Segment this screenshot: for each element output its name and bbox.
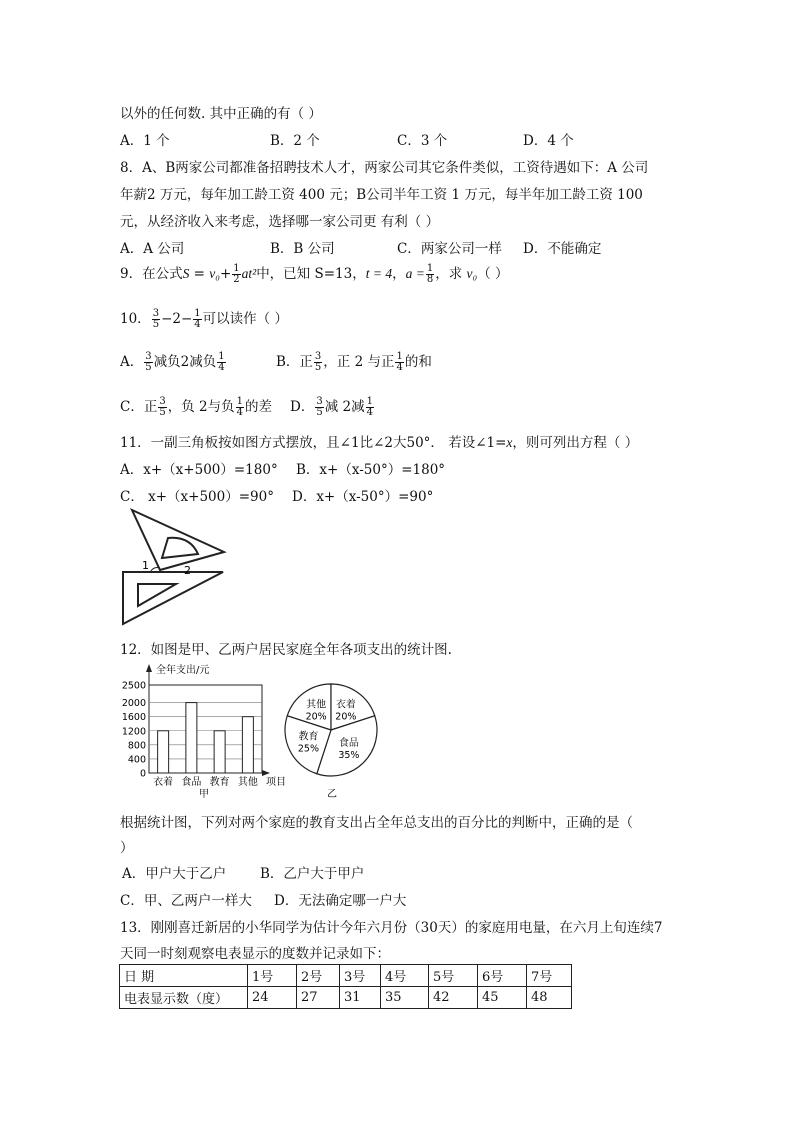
table-row: [120, 987, 572, 1009]
bar: [242, 717, 253, 773]
pie-slice-percent: 25%: [297, 743, 320, 755]
q10-b-frac1: [314, 352, 322, 373]
q10-a-d1: 5: [145, 362, 152, 373]
pie-slice-percent: 20%: [305, 711, 327, 723]
angle-2-label: 2: [184, 564, 191, 577]
pie-slice-name: 其他: [306, 699, 327, 711]
q10-d-frac1: [315, 397, 323, 418]
q9-a: a =: [405, 266, 425, 281]
q10-b-d2: 4: [396, 362, 403, 373]
q12-title: 12．如图是甲、乙两户居民家庭全年各项支出的统计图.: [120, 642, 452, 658]
q9-at2: at²: [241, 266, 257, 281]
upper-cutout: [162, 538, 198, 558]
q10-c-n2: 1: [236, 396, 243, 407]
bar: [158, 731, 169, 773]
q7-option-c: C．3 个: [397, 133, 448, 149]
pie-slice-percent: 35%: [338, 749, 360, 761]
angle-1-label: 1: [142, 559, 149, 572]
q7-option-b: B．2 个: [270, 133, 320, 149]
q10-d-d1: 5: [316, 407, 323, 418]
q13-line2: 天同一时刻观察电表显示的度数并记录如下：: [120, 946, 390, 962]
table-cell: 45: [478, 987, 527, 1009]
q10-f2d: 4: [194, 319, 201, 330]
pie-slice-name: 衣着: [335, 699, 356, 711]
bar-tick-label: 1200: [121, 726, 146, 738]
q7-option-a: A．1 个: [120, 133, 170, 149]
q10-option-a: [120, 350, 227, 373]
q12-question-line1: 根据统计图，下列对两个家庭的教育支出占全年总支出的百分比的判断中，正确的是（: [120, 815, 633, 831]
q12-question-line2: ）: [120, 840, 134, 856]
bar-ticks: [122, 681, 146, 780]
bar-tick-label: 0: [139, 768, 146, 780]
table-cell: 4号: [381, 965, 429, 987]
pie-slice-name: 食品: [338, 737, 359, 749]
q10-d-n2: 1: [366, 396, 373, 407]
q10-b-frac2: [395, 352, 403, 373]
triangle-figure: [120, 506, 230, 628]
bar-categories: [153, 775, 258, 788]
table-cell: 31: [340, 987, 381, 1009]
table-cell: 7号: [527, 965, 572, 987]
bar: [214, 731, 225, 773]
q9-mid: 中，已知 S=13，: [256, 266, 366, 282]
q8-line1: 8．A、B两家公司都准备招聘技术人才，两家公司其它条件类似，工资待遇如下：A 公司: [120, 160, 649, 176]
q9-formula-line: [120, 262, 509, 285]
q8-line2: 年薪2 万元，每年加工龄工资 400 元；B公司半年工资 1 万元，每半年加工龄工资 100: [120, 187, 643, 203]
q12-option-c: C．甲、乙两户一样大: [120, 893, 252, 909]
meter-table: [119, 964, 572, 1009]
q10-c-mid: ，负 2与负: [167, 399, 235, 415]
q10-d-n1: 3: [316, 396, 323, 407]
q9-prefix: 9．在公式: [120, 266, 183, 282]
q9-a-fraction: [426, 264, 434, 285]
q9-t: t = 4: [365, 266, 393, 281]
q9-num: 1: [233, 263, 240, 274]
table-cell: 35: [381, 987, 429, 1009]
bar-category-label: 教育: [209, 777, 230, 788]
q10-b-n2: 1: [396, 351, 403, 362]
q10-a-d2: 4: [218, 362, 225, 373]
q9-tail: （ ）: [477, 266, 509, 282]
q10-c-d2: 4: [236, 407, 243, 418]
pie-slice-name: 教育: [298, 731, 319, 743]
q10-a-mid: 减负2减负: [153, 354, 217, 370]
q10-option-c: [120, 395, 272, 418]
q8-option-c: C．两家公司一样: [397, 241, 502, 257]
q10-a-n2: 1: [218, 351, 225, 362]
bar-chart-jia: [118, 660, 293, 800]
bar-xlabel: 项目: [266, 777, 286, 788]
q10-minus: −2−: [161, 311, 193, 327]
q10-b-d1: 5: [314, 362, 322, 373]
pie-slices: [285, 684, 377, 776]
q11-x: x: [506, 435, 513, 450]
bar: [186, 703, 197, 773]
q10-f1d: 5: [152, 319, 160, 330]
q7-text: 以外的任何数. 其中正确的有（ ）: [120, 106, 322, 122]
q10-b-n1: 3: [314, 351, 322, 362]
q9-v0: v₀: [209, 266, 220, 281]
bar-tick-label: 1600: [121, 712, 146, 724]
q9-anum: 1: [426, 263, 434, 274]
q9-aden: 8: [426, 274, 434, 285]
table-cell: 6号: [478, 965, 527, 987]
table-cell: 2号: [297, 965, 340, 987]
bar-bars: [158, 703, 254, 773]
table-cell: 24: [248, 987, 297, 1009]
pie-chart-yi: [284, 660, 384, 800]
table-cell: 电表显示数（度）: [120, 987, 248, 1009]
q13-line1: 13．刚刚喜迁新居的小华同学为估计今年六月份（30天）的家庭用电量，在六月上旬连续7: [120, 920, 663, 936]
table-row: [120, 965, 572, 987]
table-cell: 42: [429, 987, 478, 1009]
q10-f2n: 1: [194, 308, 201, 319]
q11-option-b: B．x+（x-50°）=180°: [296, 462, 446, 478]
bar-y-arrow: [146, 664, 152, 672]
q9-eq: =: [189, 266, 210, 282]
bar-tick-label: 800: [127, 740, 146, 752]
q10-option-d: [290, 395, 375, 418]
bar-category-label: 其他: [237, 777, 258, 788]
table-cell: 5号: [429, 965, 478, 987]
q11-text-a: 11．一副三角板按如图方式摆放，且∠1比∠2大50°． 若设∠1=: [120, 435, 507, 451]
q10-c-tail: 的差: [244, 399, 272, 415]
table-cell: 1号: [248, 965, 297, 987]
q11-line: [120, 431, 638, 451]
q10-d-label: D．: [290, 399, 315, 415]
q10-c-frac2: [236, 397, 244, 418]
q12-option-d: D．无法确定哪一户大: [274, 893, 407, 909]
q7-option-d: D．4 个: [523, 133, 574, 149]
bar-category-label: 食品: [181, 777, 202, 788]
q10-frac1: [152, 309, 160, 330]
q10-c-d1: 5: [159, 407, 166, 418]
q10-b-label: B．正: [276, 354, 313, 370]
q11-option-a: A．x+（x+500）=180°: [120, 462, 278, 478]
table-cell: 日 期: [120, 965, 248, 987]
q9-ask: ，求: [435, 266, 467, 282]
lower-cutout: [138, 584, 176, 606]
q9-comma: ，: [392, 266, 406, 282]
q8-line3: 元，从经济收入来考虑，选择哪一家公司更 有利（ ）: [120, 214, 440, 230]
q10-f1n: 3: [152, 308, 160, 319]
q10-a-label: A．: [120, 354, 144, 370]
q8-option-d: D．不能确定: [523, 241, 602, 257]
q9-den: 2: [233, 274, 240, 285]
q10-prefix: 10．: [120, 311, 151, 327]
q10-a-frac1: [144, 352, 152, 373]
table-cell: 48: [527, 987, 572, 1009]
q10-tail: 可以读作（ ）: [202, 311, 288, 327]
bar-chart-label: 甲: [199, 789, 209, 800]
q9-s: S: [182, 266, 190, 281]
q8-option-a: A．A 公司: [120, 241, 185, 257]
bar-category-label: 衣着: [153, 777, 174, 788]
q10-d-frac2: [366, 397, 374, 418]
table-cell: 27: [297, 987, 340, 1009]
q11-text-b: ，则可列出方程（ ）: [512, 435, 639, 451]
pie-slice-percent: 20%: [335, 711, 357, 723]
q11-option-c: C． x+（x+500）=90°: [120, 489, 274, 505]
q10-a-n1: 3: [145, 351, 152, 362]
q10-d-d2: 4: [366, 407, 373, 418]
bar-tick-label: 2000: [121, 698, 146, 710]
q10-a-frac2: [217, 352, 225, 373]
q10-d-mid: 减 2减: [324, 399, 365, 415]
q9-half-fraction: [232, 264, 240, 285]
q9-plus: +: [219, 266, 232, 282]
bar-tick-label: 400: [127, 754, 146, 766]
q10-c-label: C．正: [120, 399, 158, 415]
table-cell: 3号: [340, 965, 381, 987]
q10-b-mid: ，正 2 与正: [323, 354, 395, 370]
bar-ylabel: 全年支出/元: [156, 665, 210, 676]
q10-c-n1: 3: [159, 396, 166, 407]
q11-option-d: D．x+（x-50°）=90°: [292, 489, 434, 505]
q8-option-b: B．B 公司: [270, 241, 335, 257]
q10-c-frac1: [158, 397, 166, 418]
pie-chart-label: 乙: [327, 789, 337, 800]
q10-line: [120, 307, 288, 330]
bar-x-arrow: [262, 770, 270, 776]
q10-frac2: [193, 309, 201, 330]
q10-b-tail: 的和: [404, 354, 432, 370]
q9-v0b: v₀: [466, 266, 478, 281]
q10-option-b: [276, 350, 432, 373]
bar-tick-label: 2500: [121, 680, 146, 692]
q12-option-b: B．乙户大于甲户: [260, 866, 365, 882]
q12-option-a: A．甲户大于乙户: [122, 866, 227, 882]
